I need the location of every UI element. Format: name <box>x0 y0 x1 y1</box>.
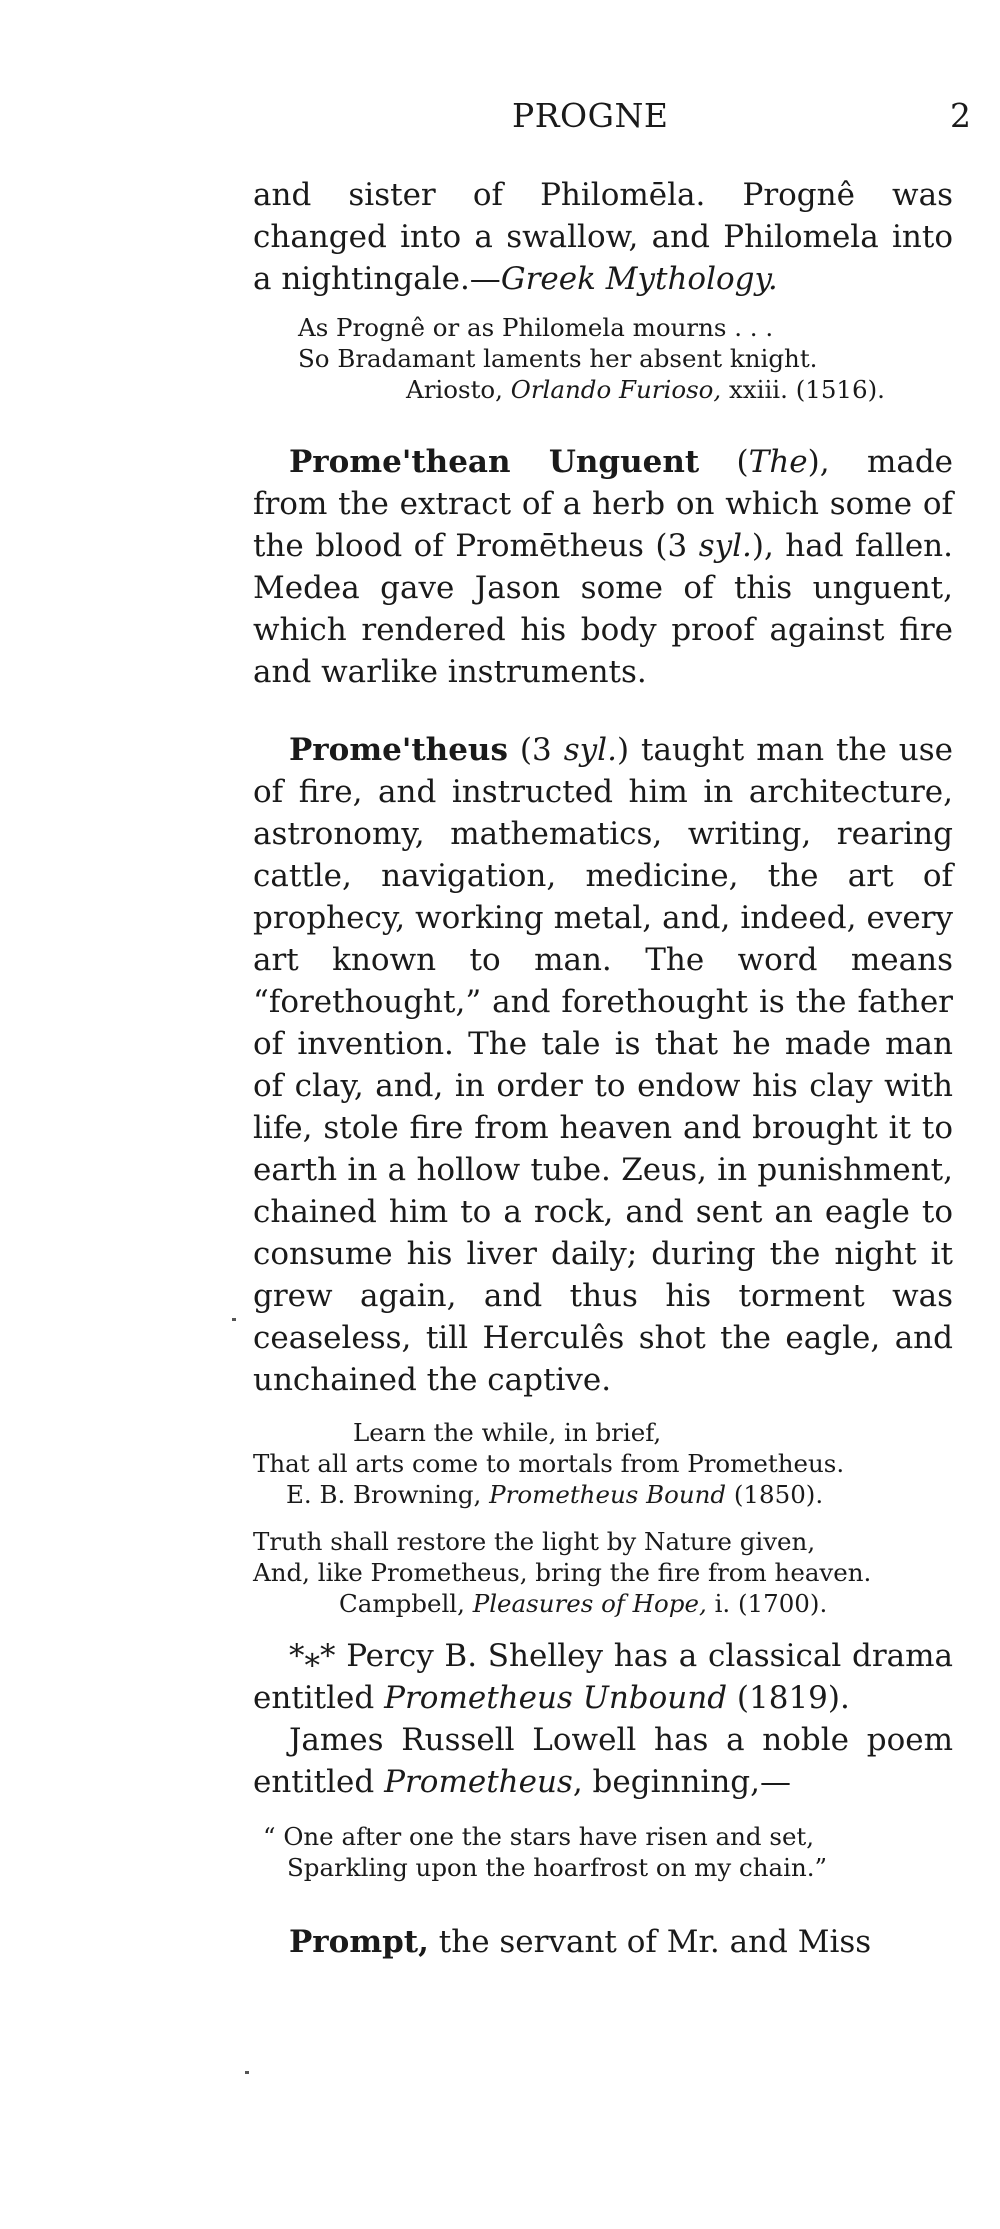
source-citation: Greek Mythology. <box>500 261 778 297</box>
quote-ariosto <box>253 312 953 405</box>
quote-line: “ One after one the stars have risen and set, <box>263 1822 815 1851</box>
entry-headword: Prompt, <box>289 1924 429 1960</box>
quote-lowell <box>253 1821 953 1883</box>
quote-campbell <box>253 1526 953 1619</box>
quote-attribution: Campbell, Pleasures of Hope, i. (1700). <box>339 1589 828 1618</box>
entry-headword: Prome'thean Unguent <box>289 444 700 480</box>
quote-attribution: Ariosto, Orlando Furioso, xxiii. (1516). <box>406 375 885 404</box>
note-lowell: James Russell Lowell has a noble poem entitled Prometheus, beginning,— <box>253 1722 953 1800</box>
entry-prometheus: Prome'theus (3 syl.) taught man the use of fire, and instructed him in architecture, astronomy, mathematics, writing, rearing cattle, navigation, medicine, the art of prophecy, working metal, and, indeed, every art known to man. The word means “forethought,” and forethought is the father of invention. The tale is that he made man of clay, and, in order to endow his clay with life, stole fire from heaven and brought it to earth in a hollow tube. Zeus, in punishment, chained him to a rock, and sent an eagle to consume his liver daily; during the night it grew again, and thus his torment was ceaseless, till Herculês shot the eagle, and unchained the captive. <box>253 732 954 1398</box>
quote-line: So Bradamant laments her absent knight. <box>298 344 818 373</box>
quote-line: As Prognê or as Philomela mourns . . . <box>298 313 774 342</box>
quote-line: That all arts come to mortals from Prometheus. <box>253 1449 845 1478</box>
text-column <box>253 174 953 1963</box>
margin-speck <box>232 1318 236 1321</box>
quote-browning <box>253 1417 953 1510</box>
margin-speck <box>245 2071 249 2074</box>
quote-line: Truth shall restore the light by Nature given, <box>253 1527 816 1556</box>
asterism: *⁎* <box>289 1638 336 1674</box>
entry-promethean-unguent: Prome'thean Unguent (The), made from the extract of a herb on which some of the blood of Promētheus (3 syl.), had fallen. Medea gave Jason some of this unguent, which rendered his body proof against fire and warlike instruments. <box>253 444 954 690</box>
entry-progne-continuation: and sister of Philomēla. Prognê was changed into a swallow, and Philomela into a nightingale.—Greek Mythology. <box>253 177 953 297</box>
page-header <box>0 96 1000 146</box>
quote-attribution: E. B. Browning, Prometheus Bound (1850). <box>286 1480 824 1509</box>
page-number: 2 <box>950 96 971 135</box>
quote-line: Sparkling upon the hoarfrost on my chain.” <box>287 1853 828 1882</box>
entry-headword: Prome'theus <box>289 732 508 768</box>
note-shelley: *⁎* Percy B. Shelley has a classical drama entitled Prometheus Unbound (1819). <box>253 1638 953 1716</box>
quote-line: Learn the while, in brief, <box>353 1418 662 1447</box>
quote-line: And, like Prometheus, bring the fire from heaven. <box>253 1558 872 1587</box>
running-head: PROGNE <box>512 96 669 135</box>
entry-prompt: Prompt, the servant of Mr. and Miss <box>289 1924 872 1960</box>
